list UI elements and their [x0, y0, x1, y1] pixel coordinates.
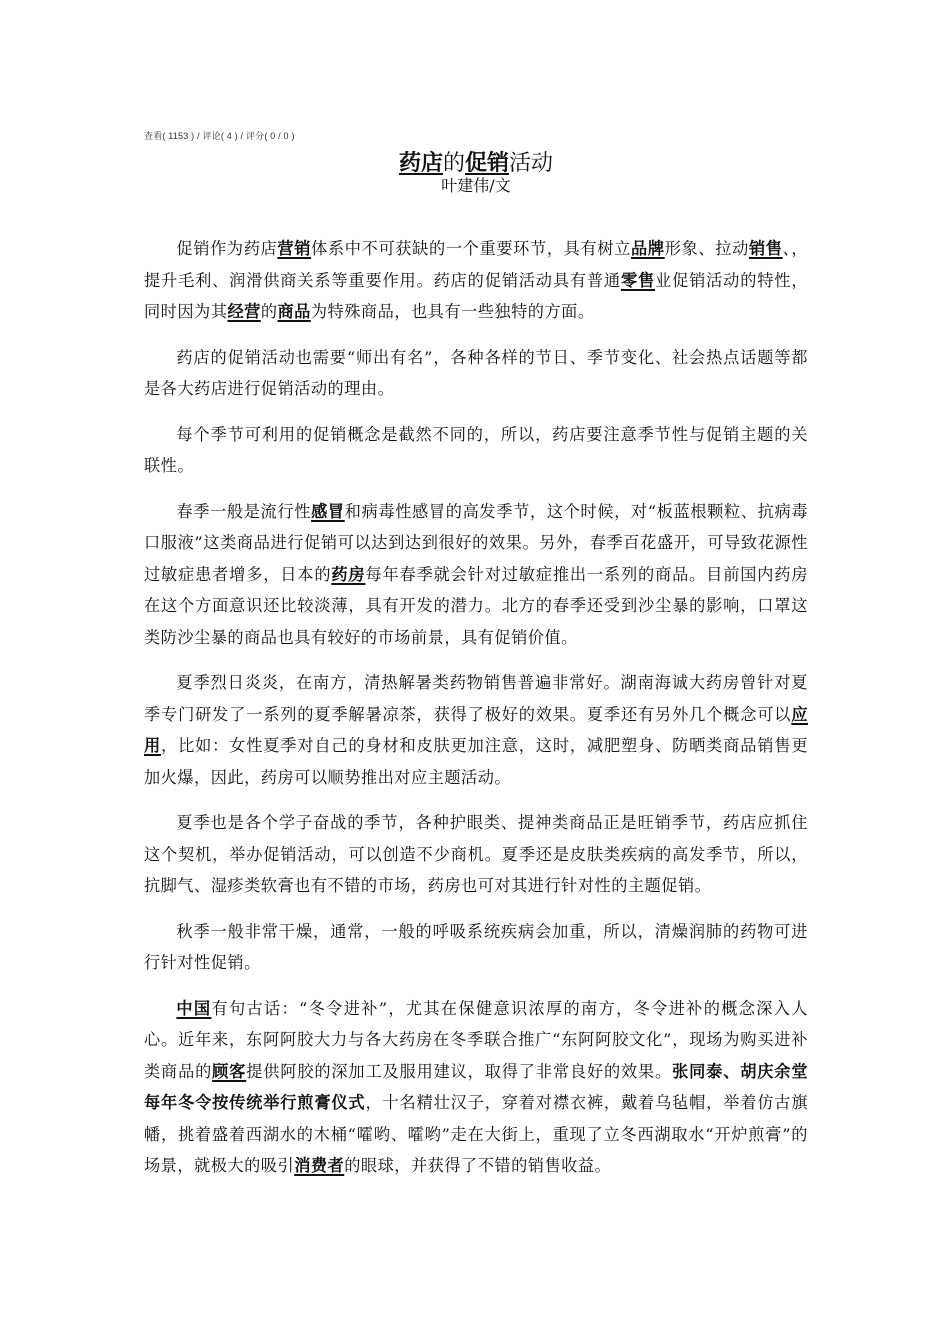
keyword-link-retail[interactable]: 零售 [620, 270, 656, 290]
paragraph-text: 的眼球，并获得了不错的销售收益。 [344, 1156, 612, 1175]
paragraph-text: 业促销活动的特性，同时因为其 [144, 270, 809, 321]
keyword-link-consumer[interactable]: 消费者 [294, 1156, 345, 1175]
paragraph-text: 的 [260, 302, 278, 321]
paragraph-3: 每个季节可利用的促销概念是截然不同的，所以，药店要注意季节性与促销主题的关联性。 [144, 424, 808, 475]
paragraph-text: 形象、拉动 [664, 239, 749, 258]
article-stats: 查看( 1153 ) / 评论( 4 ) / 评分( 0 / 0 ) [144, 131, 295, 141]
paragraph-text: 春季一般是流行性 [176, 501, 312, 521]
keyword-link-operation[interactable]: 经营 [227, 302, 261, 321]
keyword-link-marketing[interactable]: 营销 [277, 239, 312, 258]
paragraph-text: ，比如：女性夏季对自己的身材和皮肤更加注意，这时，减肥塑身、防晒类商品销售更加火爆，因此，药房可以顺势推出对应主题活动。 [144, 736, 809, 787]
paragraph-7: 秋季一般非常干燥，通常，一般的呼吸系统疾病会加重，所以，清燥润肺的药物可进行针对性促销。 [144, 921, 808, 972]
paragraph-1 [144, 233, 808, 328]
paragraph-text: 为特殊商品，也具有一些独特的方面。 [310, 302, 595, 321]
paragraph-text: 夏季烈日炎炎，在南方，清热解暑类药物销售普遍非常好。湖南海诚大药房曾针对夏季专门研发了一系列的夏季解暑凉茶，获得了极好的效果。夏季还有另外几个概念可以 [144, 673, 808, 724]
paragraph-bold-text: 张同泰、胡庆余堂每年冬令按传统举行煎膏仪式 [144, 1061, 809, 1112]
paragraph-2: 药店的促销活动也需要“师出有名”，各种各样的节日、季节变化、社会热点话题等都是各大药店进行促销活动的理由。 [144, 347, 808, 398]
paragraph-text: 提供阿胶的深加工及服用建议，取得了非常良好的效果。 [246, 1061, 673, 1081]
keyword-link-sales[interactable]: 销售 [748, 239, 783, 258]
paragraph-text: 和病毒性感冒的高发季节，这个时候，对“板蓝根颗粒、抗病毒口服液”这类商品进行促销可以达到达到很好的效果。另外，春季百花盛开，可导致花源性过敏症患者增多，日本的 [144, 501, 809, 584]
paragraph-text: 每年春季就会针对过敏症推出一系列的商品。目前国内药房在这个方面意识还比较淡薄，具有开发的潜力。北方的春季还受到沙尘暴的影响，口罩这类防沙尘暴的商品也具有较好的市场前景，具有促销价值。 [144, 564, 809, 647]
keyword-link-customer[interactable]: 顾客 [212, 1061, 247, 1081]
paragraph-text: 、，提升毛利、润滑供商关系等重要作用。药店的促销活动具有普通 [144, 239, 809, 290]
keyword-link-application[interactable]: 应用 [144, 704, 808, 755]
title-text-de: 的 [442, 151, 465, 176]
keyword-link-china[interactable]: 中国 [176, 998, 212, 1018]
paragraph-text: 体系中不可获缺的一个重要环节，具有树立 [311, 239, 632, 258]
paragraph-6: 夏季也是各个学子奋战的季节，各种护眼类、提神类商品正是旺销季节，药店应抓住这个契机，举办促销活动，可以创造不少商机。夏季还是皮肤类疾病的高发季节，所以，抗脚气、湿疹类软膏也有不错的市场，药房也可对其进行针对性的主题促销。 [144, 813, 808, 895]
paragraph-4 [144, 496, 808, 654]
keyword-link-goods[interactable]: 商品 [277, 302, 311, 321]
keyword-link-brand[interactable]: 品牌 [631, 239, 665, 258]
paragraph-5 [144, 667, 808, 793]
title-text-activity: 活动 [509, 151, 554, 176]
paragraph-text: 有句古话：“冬令进补”，尤其在保健意识浓厚的南方，冬令进补的概念深入人心。近年来，东阿阿胶大力与各大药房在冬季联合推广“东阿阿胶文化”，现场为购买进补类商品的 [144, 998, 808, 1081]
keyword-link-cold[interactable]: 感冒 [311, 501, 345, 521]
title-link-promotion[interactable]: 促销 [465, 150, 510, 176]
paragraph-text: 促销作为药店 [176, 239, 278, 258]
article-title [144, 150, 808, 177]
paragraph-8 [144, 993, 808, 1182]
article-byline: 叶建伟/文 [441, 176, 511, 195]
title-link-pharmacy[interactable]: 药店 [398, 150, 443, 176]
paragraph-text: ，十名精壮汉子，穿着对襟衣裤，戴着乌毡帽，举着仿古旗幡，挑着盛着西湖水的木桶“嚯哟、嚯哟”走在大街上，重现了立冬西湖取水“开炉煎膏”的场景，就极大的吸引 [144, 1093, 809, 1175]
article-body [144, 233, 808, 1196]
keyword-link-drugstore[interactable]: 药房 [331, 564, 366, 584]
